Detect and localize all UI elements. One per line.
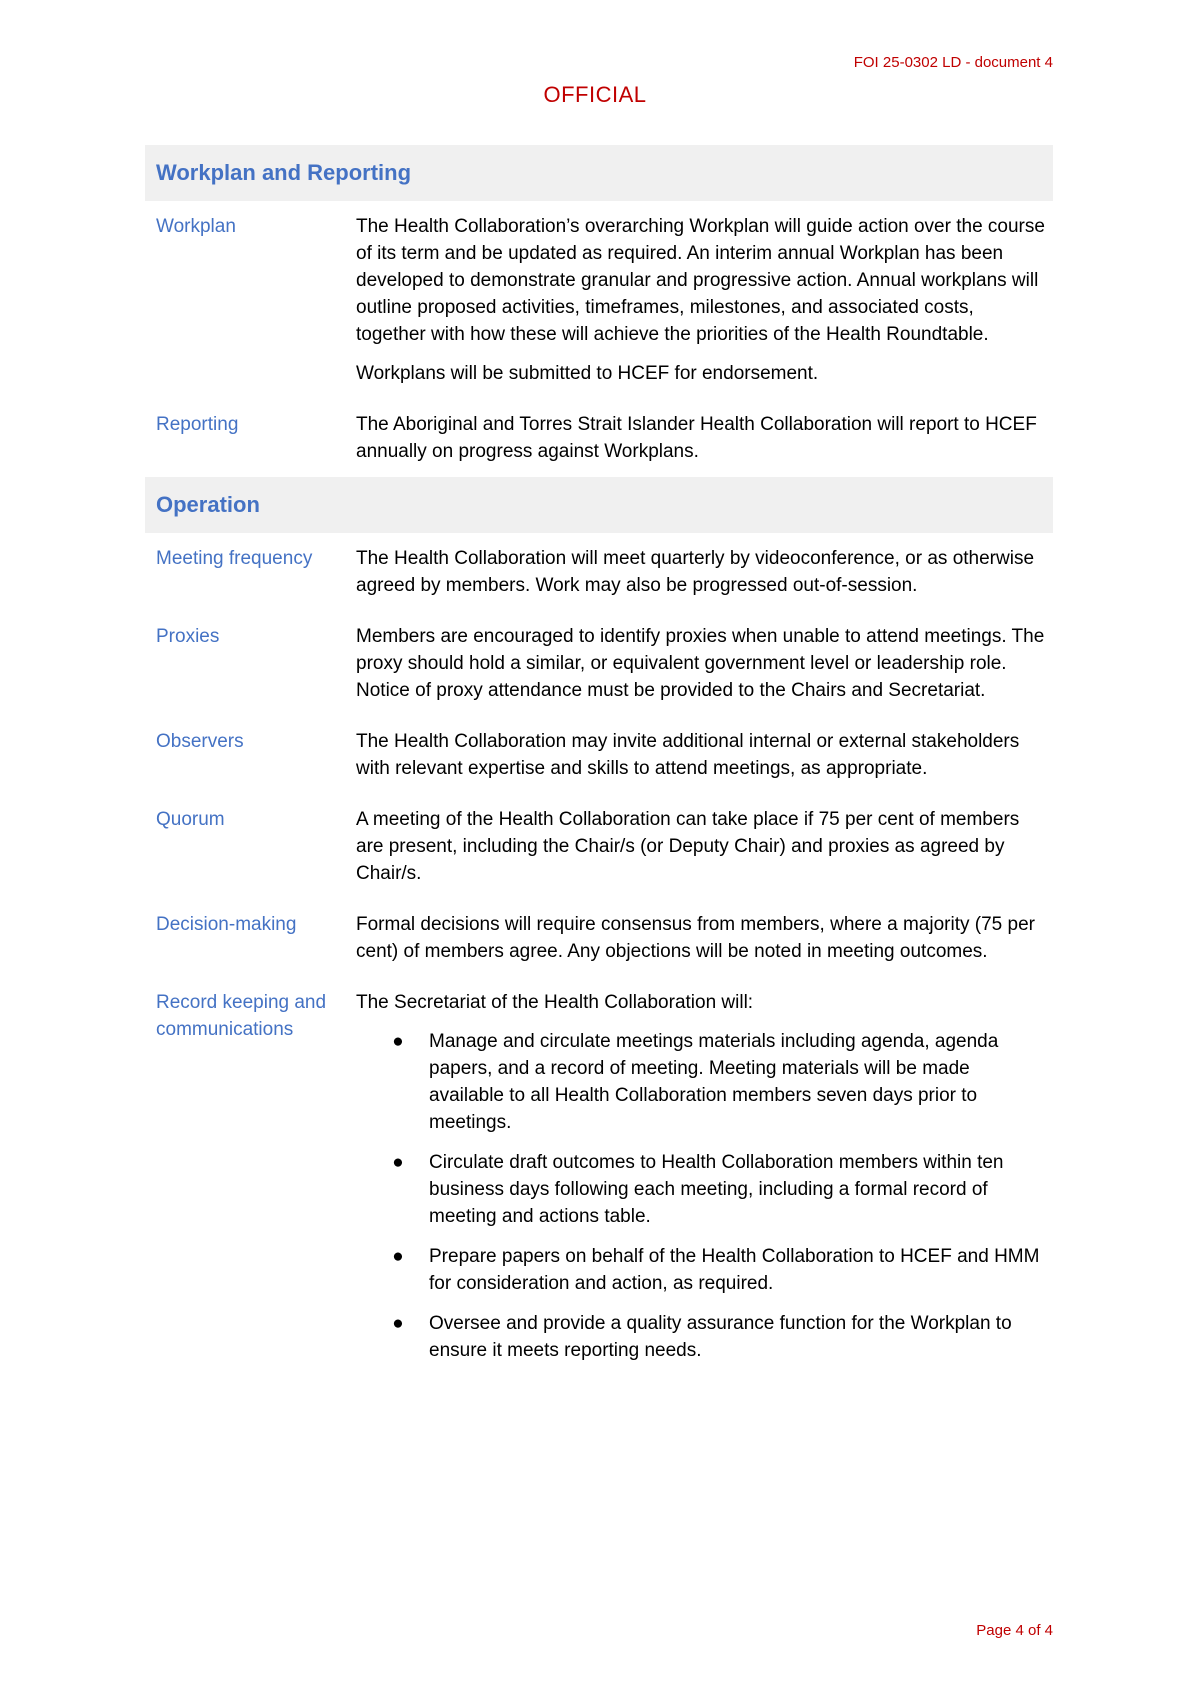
row-label: Decision-making <box>156 914 297 935</box>
list-item-text: Prepare papers on behalf of the Health Collaboration to HCEF and HMM for consideration and action, as required. <box>429 1246 1040 1294</box>
list-item <box>356 1028 1047 1136</box>
row-workplan <box>145 201 1053 399</box>
row-label: Meeting frequency <box>156 548 313 569</box>
document-reference: FOI 25-0302 LD - document 4 <box>853 54 1053 71</box>
list-item-text: Circulate draft outcomes to Health Collaboration members within ten business days following each meeting, including a formal record of meeting and actions table. <box>429 1152 1004 1227</box>
row-meeting-frequency <box>145 533 1053 611</box>
paragraph: Members are encouraged to identify proxies when unable to attend meetings. The proxy should hold a similar, or equivalent government level or leadership role. Notice of proxy attendance must be provided to the Chairs and Secretariat. <box>356 626 1045 701</box>
bullet-icon: ● <box>392 1031 404 1052</box>
row-body <box>356 794 1053 899</box>
row-body <box>356 533 1053 611</box>
row-body <box>356 399 1053 477</box>
row-body <box>356 611 1053 716</box>
paragraph: A meeting of the Health Collaboration can take place if 75 per cent of members are present, including the Chair/s (or Deputy Chair) and proxies as agreed by Chair/s. <box>356 809 1020 884</box>
terms-table <box>145 145 1053 1377</box>
list-item-text: Oversee and provide a quality assurance function for the Workplan to ensure it meets reporting needs. <box>429 1313 1012 1361</box>
row-quorum <box>145 794 1053 899</box>
list-item <box>356 1243 1047 1297</box>
paragraph: Formal decisions will require consensus from members, where a majority (75 per cent) of members agree. Any objections will be noted in meeting outcomes. <box>356 914 1035 962</box>
row-body <box>356 899 1053 977</box>
bullet-icon: ● <box>392 1152 404 1173</box>
paragraph: The Secretariat of the Health Collaboration will: <box>356 992 754 1013</box>
row-label: Record keeping and communications <box>156 992 327 1040</box>
bullet-icon: ● <box>392 1313 404 1334</box>
list-item <box>356 1310 1047 1364</box>
paragraph: The Health Collaboration will meet quarterly by videoconference, or as otherwise agreed by members. Work may also be progressed out-of-session. <box>356 548 1035 596</box>
row-label: Reporting <box>156 414 239 435</box>
section-heading-workplan-reporting: Workplan and Reporting <box>145 145 1053 201</box>
section-heading-operation: Operation <box>145 477 1053 533</box>
paragraph: Workplans will be submitted to HCEF for endorsement. <box>356 363 819 384</box>
list-item-text: Manage and circulate meetings materials including agenda, agenda papers, and a record of meeting. Meeting materials will be made available to all Health Collaboration members seven days prior to meetings. <box>429 1031 999 1133</box>
row-decision-making <box>145 899 1053 977</box>
row-label: Observers <box>156 731 244 752</box>
row-label: Proxies <box>156 626 220 647</box>
row-label: Workplan <box>156 216 236 237</box>
classification-marking: OFFICIAL <box>543 82 647 107</box>
bullet-icon: ● <box>392 1246 404 1267</box>
paragraph: The Aboriginal and Torres Strait Islander Health Collaboration will report to HCEF annually on progress against Workplans. <box>356 414 1037 462</box>
page-number: Page 4 of 4 <box>976 1622 1053 1639</box>
row-label: Quorum <box>156 809 225 830</box>
bullet-list <box>356 1028 1047 1364</box>
row-reporting <box>145 399 1053 477</box>
row-proxies <box>145 611 1053 716</box>
row-body <box>356 977 1053 1377</box>
row-record-keeping <box>145 977 1053 1377</box>
paragraph: The Health Collaboration’s overarching Workplan will guide action over the course of its term and be updated as required. An interim annual Workplan has been developed to demonstrate granular and progressive action. Annual workplans will outline proposed activities, timeframes, milestones, and associated costs, together with how these will achieve the priorities of the Health Roundtable. <box>356 216 1045 345</box>
row-body <box>356 201 1053 399</box>
paragraph: The Health Collaboration may invite additional internal or external stakeholders with relevant expertise and skills to attend meetings, as appropriate. <box>356 731 1020 779</box>
row-body <box>356 716 1053 794</box>
row-observers <box>145 716 1053 794</box>
list-item <box>356 1149 1047 1230</box>
